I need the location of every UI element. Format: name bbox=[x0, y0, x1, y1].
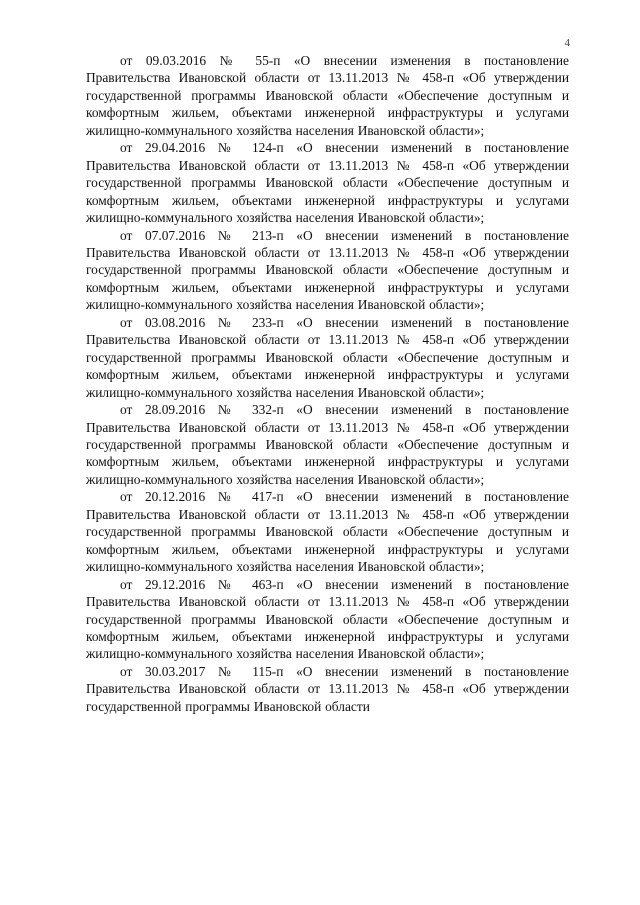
list-item-resolution-417: от 20.12.2016 № 417-п «О внесении изменений в постановление Правительства Ивановской области от 13.11.2013 № 458-п «Об утверждении государственной программы Ивановской области «Обеспечение доступным и комфортным жильем, объектами инженерной инфраструктуры и услугами жилищно-коммунального хозяйства населения Ивановской области»; bbox=[86, 489, 569, 575]
list-item-resolution-213: от 07.07.2016 № 213-п «О внесении изменений в постановление Правительства Ивановской области от 13.11.2013 № 458-п «Об утверждении государственной программы Ивановской области «Обеспечение доступным и комфортным жильем, объектами инженерной инфраструктуры и услугами жилищно-коммунального хозяйства населения Ивановской области»; bbox=[86, 227, 569, 313]
list-item-resolution-233: от 03.08.2016 № 233-п «О внесении изменений в постановление Правительства Ивановской области от 13.11.2013 № 458-п «Об утверждении государственной программы Ивановской области «Обеспечение доступным и комфортным жильем, объектами инженерной инфраструктуры и услугами жилищно-коммунального хозяйства населения Ивановской области»; bbox=[86, 314, 569, 400]
list-item-resolution-124: от 29.04.2016 № 124-п «О внесении изменений в постановление Правительства Ивановской области от 13.11.2013 № 458-п «Об утверждении государственной программы Ивановской области «Обеспечение доступным и комфортным жильем, объектами инженерной инфраструктуры и услугами жилищно-коммунального хозяйства населения Ивановской области»; bbox=[86, 140, 569, 226]
document-body bbox=[86, 52, 569, 715]
page-number: 4 bbox=[564, 37, 570, 49]
list-item-resolution-55: от 09.03.2016 № 55-п «О внесении изменения в постановление Правительства Ивановской области от 13.11.2013 № 458-п «Об утверждении государственной программы Ивановской области «Обеспечение доступным и комфортным жильем, объектами инженерной инфраструктуры и услугами жилищно-коммунального хозяйства населения Ивановской области»; bbox=[86, 53, 569, 138]
list-item-resolution-463: от 29.12.2016 № 463-п «О внесении изменений в постановление Правительства Ивановской области от 13.11.2013 № 458-п «Об утверждении государственной программы Ивановской области «Обеспечение доступным и комфортным жильем, объектами инженерной инфраструктуры и услугами жилищно-коммунального хозяйства населения Ивановской области»; bbox=[86, 576, 569, 662]
list-item-resolution-115: от 30.03.2017 № 115-п «О внесении изменений в постановление Правительства Ивановской области от 13.11.2013 № 458-п «Об утверждении государственной программы Ивановской области bbox=[86, 663, 569, 714]
list-item-resolution-332: от 28.09.2016 № 332-п «О внесении изменений в постановление Правительства Ивановской области от 13.11.2013 № 458-п «Об утверждении государственной программы Ивановской области «Обеспечение доступным и комфортным жильем, объектами инженерной инфраструктуры и услугами жилищно-коммунального хозяйства населения Ивановской области»; bbox=[86, 402, 569, 487]
